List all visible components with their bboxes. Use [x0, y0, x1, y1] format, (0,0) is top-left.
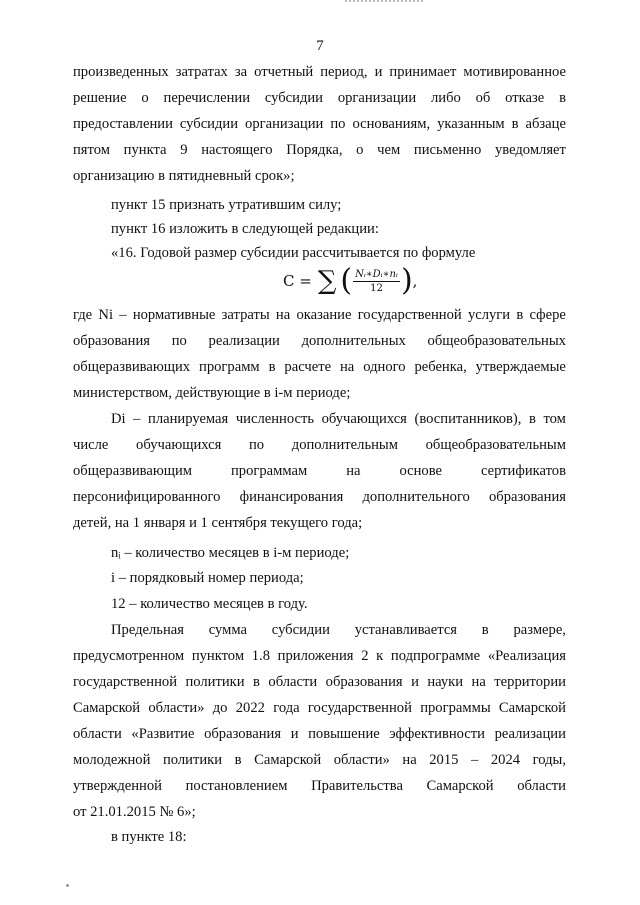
- word: на: [339, 359, 355, 375]
- word: персонифицированного: [73, 489, 221, 505]
- word: субсидии: [264, 90, 323, 106]
- text-line: от 21.01.2015 № 6»;: [73, 804, 196, 820]
- word: организации: [337, 90, 417, 106]
- word: на: [275, 307, 291, 323]
- word: численность: [235, 411, 315, 427]
- text-line: [73, 115, 566, 133]
- word: планируемая: [148, 411, 229, 427]
- text-line: [73, 673, 566, 691]
- word: затратах: [175, 64, 228, 80]
- word: сфере: [529, 307, 566, 323]
- word: Самарской: [426, 778, 494, 794]
- text-line: организацию в пятидневный срок»;: [73, 168, 295, 184]
- sigma-symbol: ∑: [317, 266, 337, 296]
- text-line: [111, 410, 566, 428]
- word: предусмотренном: [73, 648, 185, 664]
- word: либо: [430, 90, 461, 106]
- word: пунктом: [191, 648, 245, 664]
- word: политики: [162, 752, 223, 768]
- word: об: [475, 90, 491, 106]
- text-line: [73, 462, 566, 480]
- word: территории: [494, 674, 566, 690]
- word: пятом: [73, 142, 110, 158]
- word: настоящего: [201, 142, 273, 158]
- word: (воспитанников),: [414, 411, 522, 427]
- text-line: i – порядковый номер периода;: [111, 570, 304, 586]
- word: перечислении: [163, 90, 251, 106]
- page-number: 7: [316, 38, 324, 54]
- word: утвержденной: [73, 778, 162, 794]
- word: по: [171, 333, 187, 349]
- text-line: [73, 436, 566, 454]
- word: на: [402, 752, 417, 768]
- word: организации: [245, 116, 324, 132]
- word: года: [273, 700, 300, 716]
- word: основе: [399, 463, 442, 479]
- word: Самарской: [254, 752, 322, 768]
- text-line: министерством, действующие в i-м периоде;: [73, 385, 351, 401]
- word: реализации: [494, 726, 566, 742]
- text-line: [111, 621, 566, 639]
- word: образования: [325, 674, 403, 690]
- word: политики: [185, 674, 245, 690]
- word: сертификатов: [480, 463, 566, 479]
- word: программ: [199, 359, 260, 375]
- word: числе: [73, 437, 109, 453]
- word: постановлением: [185, 778, 288, 794]
- word: затраты: [221, 307, 270, 323]
- word: общеразвивающих: [73, 359, 191, 375]
- word: субсидии: [179, 116, 239, 132]
- word: –: [133, 411, 141, 427]
- word: Правительства: [311, 778, 403, 794]
- word: общеразвивающим: [73, 463, 193, 479]
- word: области: [517, 778, 566, 794]
- word: 2022: [235, 700, 265, 716]
- text-line: [73, 332, 566, 350]
- word: образования: [488, 489, 566, 505]
- word: оказание: [296, 307, 352, 323]
- formula-lhs: C =: [283, 272, 312, 290]
- word: где: [73, 307, 93, 323]
- text-line: [73, 647, 566, 665]
- word: ребенка,: [414, 359, 467, 375]
- text-line: [73, 751, 566, 769]
- word: Предельная: [111, 622, 184, 638]
- word: субсидии: [271, 622, 330, 638]
- word: 9: [180, 142, 188, 158]
- text-line: [73, 141, 566, 159]
- text-line: [73, 699, 566, 717]
- word: дополнительного: [362, 489, 470, 505]
- word: образования: [204, 726, 282, 742]
- word: государственной: [307, 700, 412, 716]
- word: период,: [320, 64, 368, 80]
- word: финансирования: [239, 489, 344, 505]
- formula-numerator: Nᵢ∗Dᵢ∗nᵢ: [355, 268, 398, 280]
- text-line: пункт 16 изложить в следующей редакции:: [111, 221, 379, 237]
- word: и: [411, 674, 419, 690]
- text-line: «16. Годовой размер субсидии рассчитывается по формуле: [111, 245, 476, 261]
- text-line: [73, 725, 566, 743]
- word: дополнительных: [301, 333, 406, 349]
- word: обучающихся: [321, 411, 407, 427]
- word: в: [234, 752, 242, 768]
- word: услуги: [467, 307, 511, 323]
- word: области»: [333, 752, 390, 768]
- word: по: [249, 437, 265, 453]
- word: «Развитие: [131, 726, 195, 742]
- word: «Реализация: [487, 648, 566, 664]
- word: к: [376, 648, 384, 664]
- text-line: пункт 15 признать утратившим силу;: [111, 197, 342, 213]
- word: государственной: [73, 674, 178, 690]
- word: и: [374, 64, 383, 80]
- word: утверждаемые: [475, 359, 566, 375]
- word: Ni: [98, 307, 114, 323]
- word: области: [73, 726, 122, 742]
- word: одного: [363, 359, 406, 375]
- word: программы: [420, 700, 491, 716]
- text-line: [73, 488, 566, 506]
- word: и: [290, 726, 299, 742]
- text-line: [73, 89, 566, 107]
- word: подпрограмме: [390, 648, 481, 664]
- word: решение: [73, 90, 127, 106]
- word: приложения: [277, 648, 354, 664]
- word: по: [330, 116, 346, 132]
- word: том: [543, 411, 566, 427]
- word: 1.8: [251, 648, 270, 664]
- word: абзаце: [525, 116, 566, 132]
- word: молодежной: [73, 752, 151, 768]
- word: дополнительным: [291, 437, 398, 453]
- word: в: [528, 411, 536, 427]
- word: образования: [73, 333, 150, 349]
- text-line: [73, 358, 566, 376]
- word: основаниям,: [352, 116, 431, 132]
- word: уведомляет: [494, 142, 566, 158]
- word: в: [481, 622, 489, 638]
- word: о: [141, 90, 149, 106]
- left-paren: (: [340, 263, 353, 298]
- word: в: [516, 307, 524, 323]
- word: пункта: [123, 142, 167, 158]
- word: общеобразовательным: [425, 437, 566, 453]
- scan-speck: [66, 884, 69, 887]
- word: за: [234, 64, 248, 80]
- word: годы,: [532, 752, 566, 768]
- word: программам: [231, 463, 308, 479]
- word: повышение: [308, 726, 380, 742]
- text-line: [73, 777, 566, 795]
- word: устанавливается: [354, 622, 458, 638]
- word: на: [471, 674, 486, 690]
- word: 2024: [490, 752, 521, 768]
- word: области: [268, 674, 318, 690]
- word: общеобразовательных: [427, 333, 566, 349]
- word: в: [511, 116, 519, 132]
- word: произведенных: [73, 64, 169, 80]
- word: на: [346, 463, 361, 479]
- formula-trailing: ,: [412, 272, 418, 290]
- word: расчете: [284, 359, 332, 375]
- text-line: 12 – количество месяцев в году.: [111, 596, 308, 612]
- right-paren: ): [400, 263, 413, 298]
- word: нормативные: [132, 307, 216, 323]
- text-line: [73, 63, 566, 81]
- text-line: nᵢ – количество месяцев в i-м периоде;: [111, 545, 350, 561]
- word: предоставлении: [73, 116, 173, 132]
- word: размере,: [513, 622, 566, 638]
- word: в: [253, 674, 260, 690]
- word: о: [356, 142, 364, 158]
- text-line: в пункте 18:: [111, 829, 187, 845]
- word: обучающихся: [136, 437, 222, 453]
- formula-denominator: 12: [370, 282, 383, 294]
- word: указанным: [437, 116, 505, 132]
- word: Самарской: [73, 700, 141, 716]
- word: сумма: [208, 622, 247, 638]
- word: реализации: [208, 333, 280, 349]
- word: отчетный: [254, 64, 314, 80]
- word: –: [119, 307, 127, 323]
- top-cut-mark: [345, 0, 423, 2]
- word: Самарской: [498, 700, 566, 716]
- word: Di: [111, 411, 126, 427]
- word: государственной: [357, 307, 462, 323]
- formula-fraction: [353, 269, 400, 294]
- word: чем: [377, 142, 401, 158]
- subsidy-formula: [283, 263, 418, 298]
- word: науки: [427, 674, 464, 690]
- word: области»: [148, 700, 205, 716]
- word: –: [471, 752, 479, 768]
- text-line: детей, на 1 января и 1 сентября текущего года;: [73, 515, 363, 531]
- word: в: [268, 359, 276, 375]
- word: в: [559, 90, 566, 106]
- word: эффективности: [389, 726, 485, 742]
- word: 2: [361, 648, 369, 664]
- text-line: [73, 306, 566, 324]
- word: письменно: [413, 142, 482, 158]
- word: мотивированное: [463, 64, 566, 80]
- word: 2015: [429, 752, 459, 768]
- word: принимает: [389, 64, 457, 80]
- word: Порядка,: [286, 142, 343, 158]
- word: до: [212, 700, 228, 716]
- word: отказе: [505, 90, 545, 106]
